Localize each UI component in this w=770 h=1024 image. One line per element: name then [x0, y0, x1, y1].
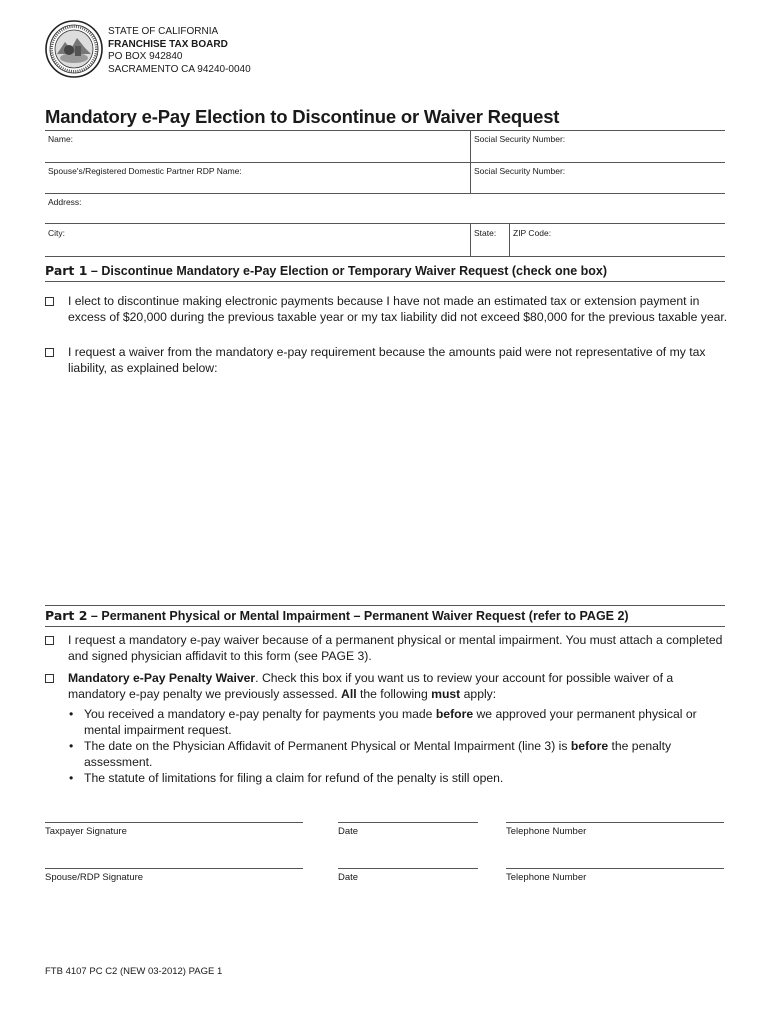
- divider: [470, 130, 471, 193]
- list-item: • The date on the Physician Affidavit of Permanent Physical or Mental Impairment (line 3) is before the penalty assessment.: [68, 738, 728, 770]
- part1-option2-checkbox[interactable]: [45, 348, 54, 357]
- zip-field[interactable]: ZIP Code:: [513, 228, 552, 238]
- form-footer: FTB 4107 PC C2 (NEW 03-2012) PAGE 1: [45, 966, 223, 977]
- part1-option2-text: I request a waiver from the mandatory e-pay requirement because the amounts paid were not representative of my tax liability, as explained below:: [68, 345, 706, 375]
- explanation-area[interactable]: [68, 380, 725, 600]
- taxpayer-signature-line[interactable]: [45, 822, 303, 823]
- part1-option1-checkbox[interactable]: [45, 297, 54, 306]
- rule: [45, 193, 725, 194]
- part1-label: Part 1: [45, 263, 88, 278]
- part1-heading-text: – Discontinue Mandatory e-Pay Election or Temporary Waiver Request (check one box): [87, 264, 608, 278]
- telephone-label: Telephone Number: [506, 826, 587, 837]
- rule: [45, 130, 725, 131]
- agency-name: FRANCHISE TAX BOARD: [108, 38, 228, 50]
- agency-state: STATE OF CALIFORNIA: [108, 26, 219, 37]
- rule: [45, 223, 725, 224]
- part2-option2-text: Mandatory e-Pay Penalty Waiver. Check this box if you want us to review your account for possible waiver of a mandatory e-pay penalty we previously assessed. All the following must apply:: [68, 671, 674, 701]
- spouse-signature-label: Spouse/RDP Signature: [45, 872, 144, 883]
- date-line[interactable]: [338, 868, 478, 869]
- date-label: Date: [338, 826, 359, 837]
- page-title: Mandatory e-Pay Election to Discontinue or Waiver Request: [45, 106, 560, 127]
- agency-po-box: PO BOX 942840: [108, 51, 183, 62]
- date-line[interactable]: [338, 822, 478, 823]
- penalty-waiver-title: Mandatory e-Pay Penalty Waiver: [68, 671, 256, 685]
- penalty-conditions-list: [68, 706, 728, 786]
- list-item: • You received a mandatory e-pay penalty for payments you made before we approved your permanent physical or mental impairment request.: [68, 706, 728, 738]
- name-field[interactable]: Name:: [48, 134, 74, 144]
- part2-option1-checkbox[interactable]: [45, 636, 54, 645]
- part2-option1-text: I request a mandatory e-pay waiver because of a permanent physical or mental impairment. You must attach a completed and signed physician affidavit to this form (see PAGE 3).: [68, 633, 723, 663]
- california-state-seal-icon: [45, 20, 103, 78]
- telephone-line[interactable]: [506, 868, 724, 869]
- part1-option1-text: I elect to discontinue making electronic payments because I have not made an estimated tax or extension payment in excess of $20,000 during the previous taxable year or my tax liability did not exceed $80,000 for the previous taxable year.: [68, 294, 728, 324]
- list-item: • The statute of limitations for filing a claim for refund of the penalty is still open.: [68, 770, 728, 786]
- rule: [45, 162, 725, 163]
- rule: [45, 605, 725, 606]
- part2-label: Part 2: [45, 608, 88, 623]
- part2-heading-text: – Permanent Physical or Mental Impairment – Permanent Waiver Request (refer to PAGE 2): [87, 609, 629, 623]
- part2-option2-checkbox[interactable]: [45, 674, 54, 683]
- state-field[interactable]: State:: [474, 228, 497, 238]
- agency-city: SACRAMENTO CA 94240-0040: [108, 63, 251, 75]
- rule: [45, 626, 725, 627]
- divider: [509, 223, 510, 256]
- spouse-signature-line[interactable]: [45, 868, 303, 869]
- spouse-name-field[interactable]: Spouse's/Registered Domestic Partner RDP Name:: [48, 166, 242, 176]
- date-label: Date: [338, 872, 359, 883]
- spouse-ssn-field[interactable]: Social Security Number:: [474, 166, 566, 176]
- telephone-label: Telephone Number: [506, 872, 587, 883]
- agency-address: [108, 26, 251, 76]
- address-field[interactable]: Address:: [48, 197, 82, 207]
- divider: [470, 223, 471, 256]
- part1-heading: [45, 263, 607, 278]
- city-field[interactable]: City:: [48, 228, 65, 238]
- part2-heading: [45, 608, 629, 623]
- rule: [45, 281, 725, 282]
- taxpayer-signature-label: Taxpayer Signature: [45, 826, 127, 837]
- telephone-line[interactable]: [506, 822, 724, 823]
- ssn-field[interactable]: Social Security Number:: [474, 134, 566, 144]
- rule: [45, 256, 725, 257]
